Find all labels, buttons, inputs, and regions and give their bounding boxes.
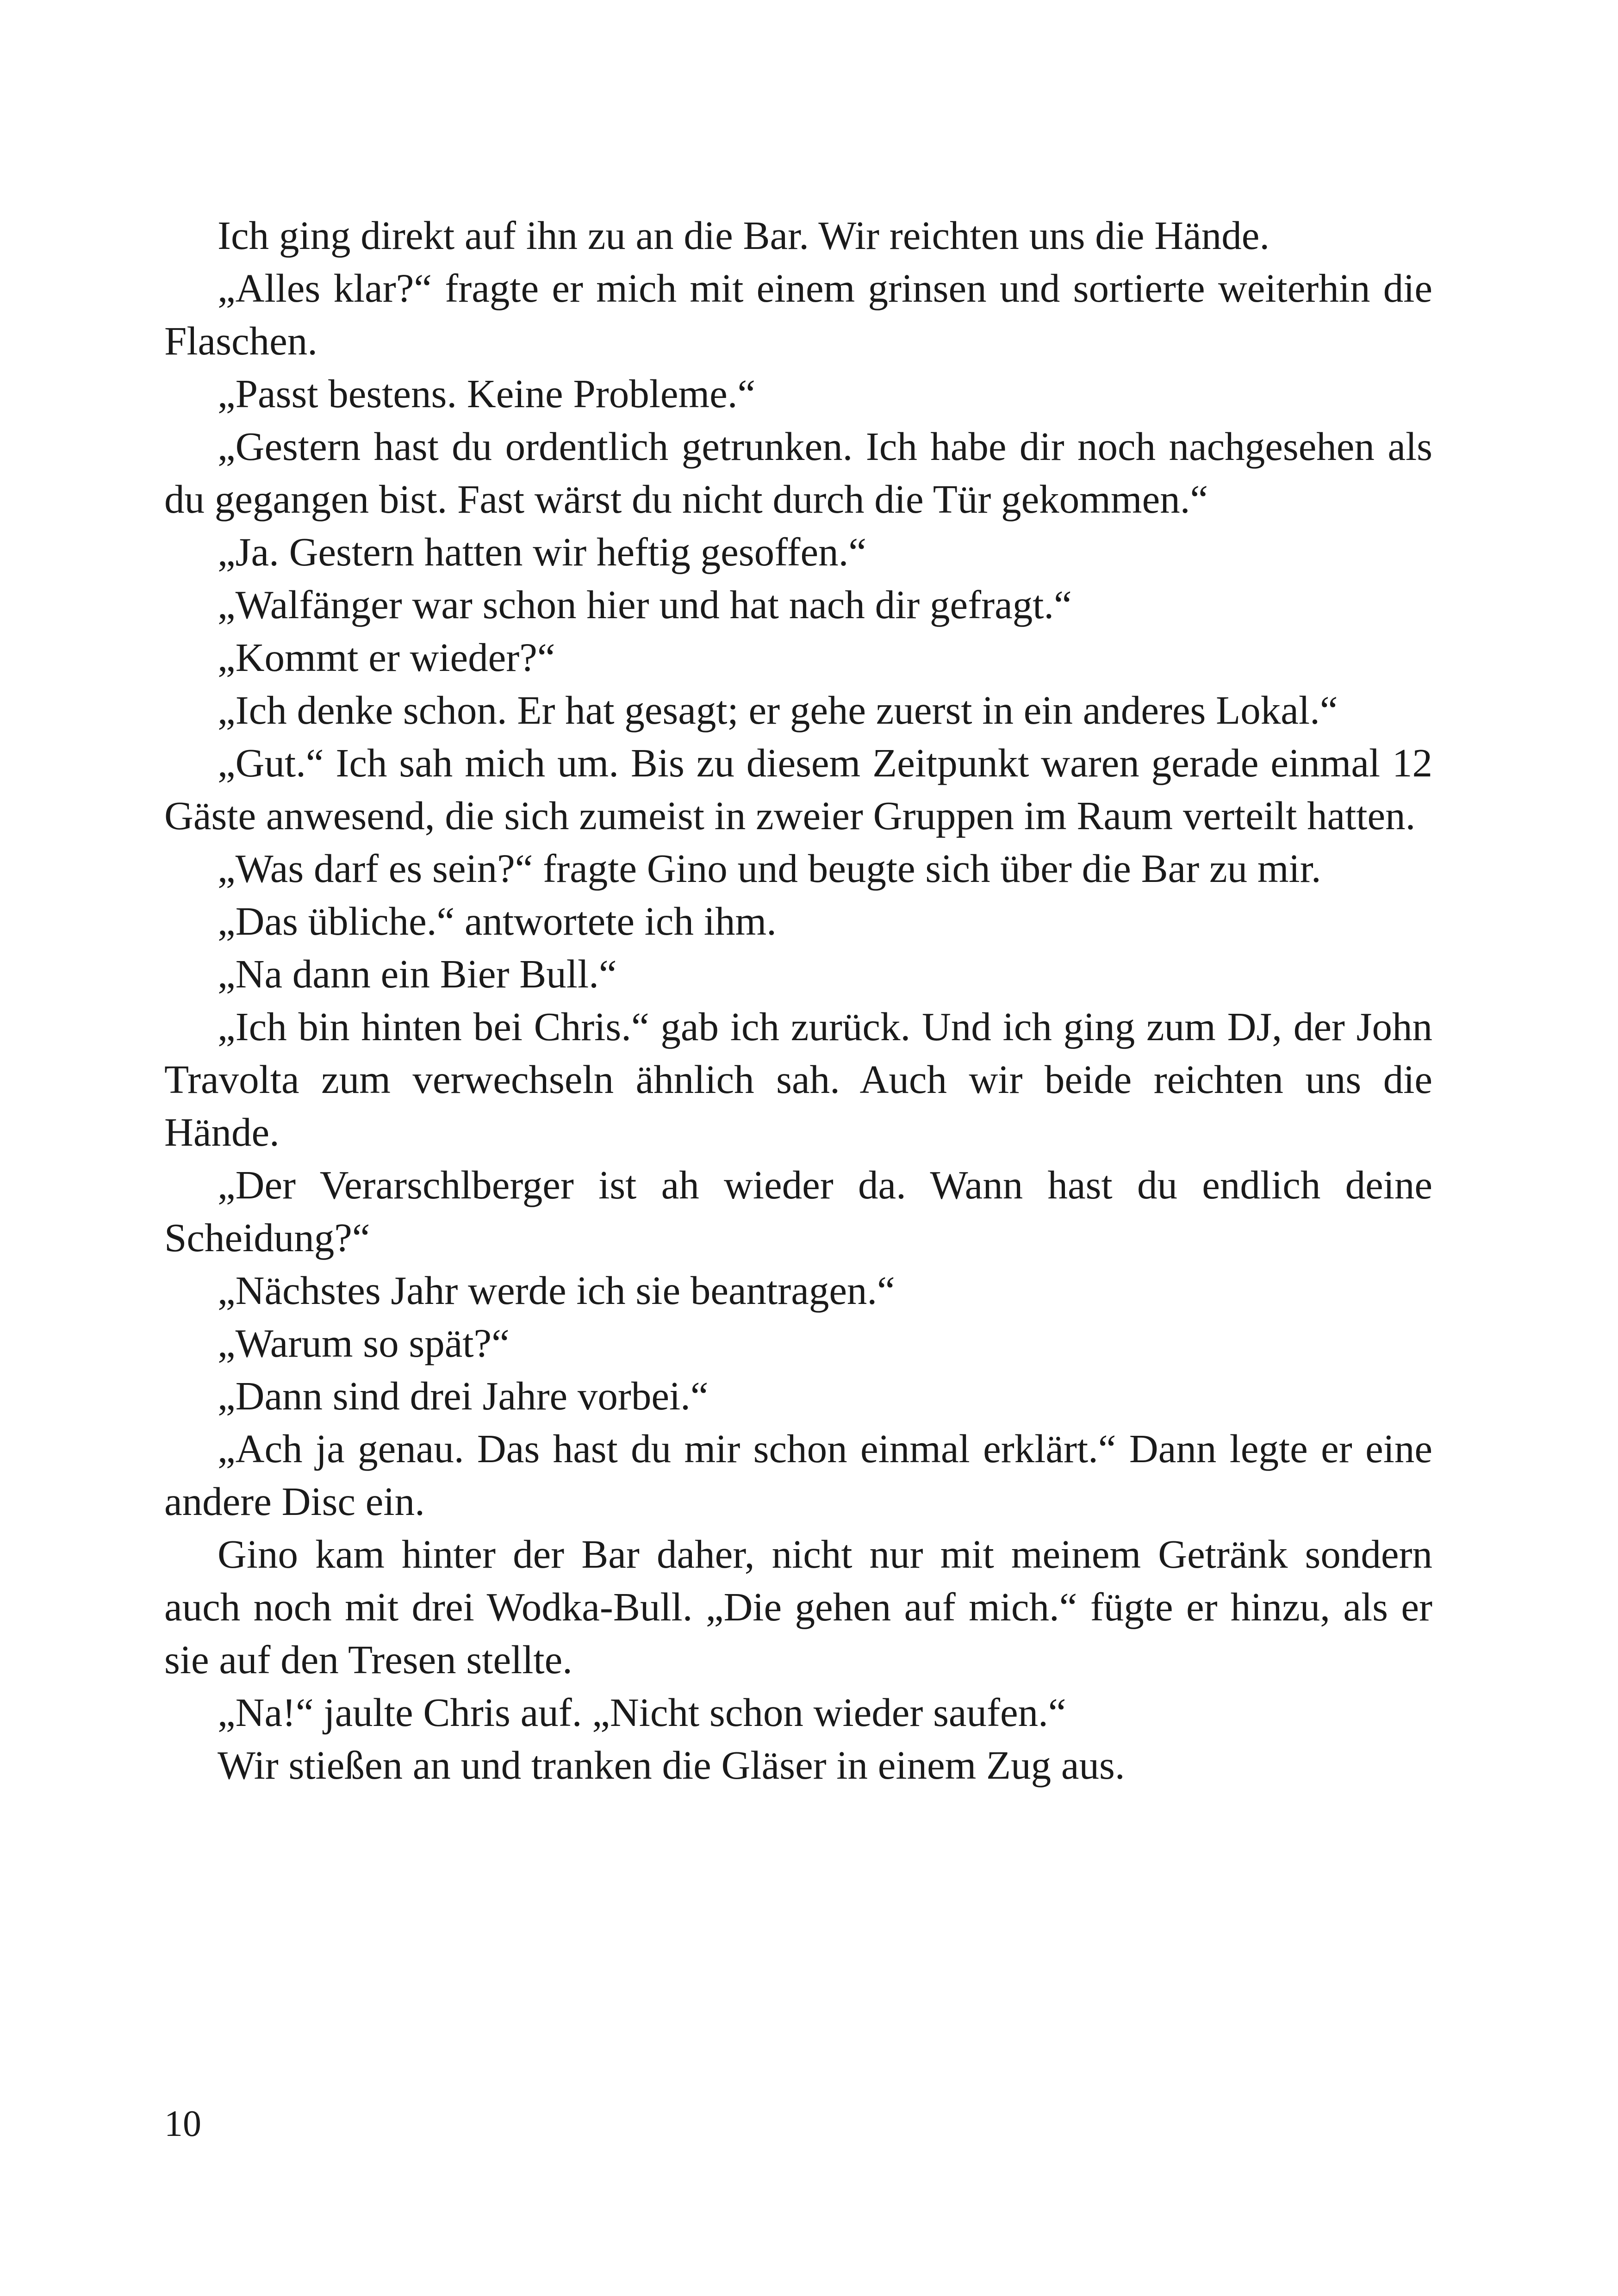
paragraph: „Gestern hast du ordentlich getrunken. Ich habe dir noch nachgesehen als du gegangen bist. Fast wärst du nicht durch die Tür gekommen.“	[164, 424, 1432, 521]
paragraph: „Ich denke schon. Er hat gesagt; er gehe zuerst in ein anderes Lokal.“	[218, 688, 1338, 732]
paragraph: „Na dann ein Bier Bull.“	[218, 951, 617, 996]
paragraph: „Walfänger war schon hier und hat nach dir gefragt.“	[218, 582, 1072, 627]
paragraph: „Kommt er wieder?“	[218, 635, 555, 680]
paragraph: „Gut.“ Ich sah mich um. Bis zu diesem Zeitpunkt waren gerade einmal 12 Gäste anwesend, die sich zumeist in zweier Gruppen im Raum verteilt hatten.	[164, 740, 1432, 838]
paragraph: Wir stießen an und tranken die Gläser in einem Zug aus.	[218, 1743, 1125, 1787]
paragraph: „Alles klar?“ fragte er mich mit einem grinsen und sortierte weiterhin die Flaschen.	[164, 266, 1432, 363]
paragraph: „Ich bin hinten bei Chris.“ gab ich zurück. Und ich ging zum DJ, der John Travolta zum verwechseln ähnlich sah. Auch wir beide reichten uns die Hände.	[164, 1004, 1432, 1154]
paragraph: „Ja. Gestern hatten wir heftig gesoffen.“	[218, 529, 866, 574]
paragraph: „Der Verarschlberger ist ah wieder da. Wann hast du endlich deine Scheidung?“	[164, 1162, 1432, 1260]
page-number: 10	[164, 2104, 201, 2144]
paragraph: Ich ging direkt auf ihn zu an die Bar. Wir reichten uns die Hände.	[218, 213, 1270, 258]
paragraph: Gino kam hinter der Bar daher, nicht nur mit meinem Getränk sondern auch noch mit drei Wodka-Bull. „Die gehen auf mich.“ fügte er hinzu, als er sie auf den Tresen stellte.	[164, 1532, 1432, 1682]
paragraph: „Das übliche.“ antwortete ich ihm.	[218, 899, 777, 943]
paragraph: „Na!“ jaulte Chris auf. „Nicht schon wieder saufen.“	[218, 1690, 1066, 1735]
body-text	[164, 209, 1432, 1792]
paragraph: „Was darf es sein?“ fragte Gino und beugte sich über die Bar zu mir.	[218, 846, 1321, 891]
paragraph: „Dann sind drei Jahre vorbei.“	[218, 1373, 709, 1418]
paragraph: „Ach ja genau. Das hast du mir schon einmal erklärt.“ Dann legte er eine andere Disc ein.	[164, 1426, 1432, 1524]
paragraph: „Nächstes Jahr werde ich sie beantragen.“	[218, 1268, 895, 1313]
paragraph: „Passt bestens. Keine Probleme.“	[218, 371, 756, 416]
paragraph: „Warum so spät?“	[218, 1321, 510, 1365]
